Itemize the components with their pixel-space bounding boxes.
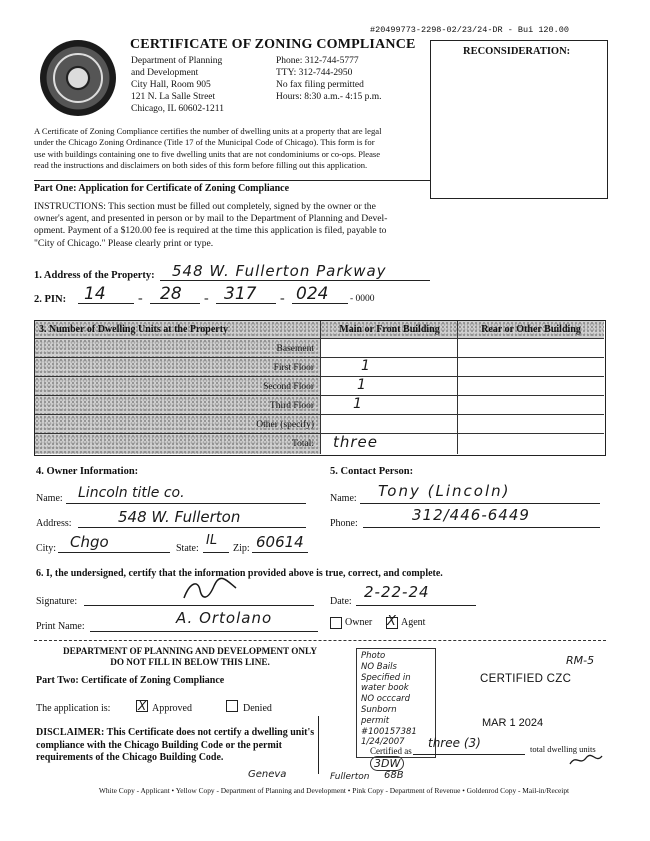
certified-as-label: Certified as bbox=[370, 746, 412, 756]
three-dw-note: 3DW bbox=[370, 756, 404, 771]
pin-suffix: - 0000 bbox=[350, 294, 375, 304]
row-label-first-floor: First Floor bbox=[273, 363, 314, 373]
geneva-note: Geneva bbox=[248, 769, 287, 780]
number-note: 68B bbox=[384, 770, 404, 781]
main-basement-cell[interactable] bbox=[321, 339, 458, 358]
pin-part-1: 14 bbox=[84, 284, 106, 304]
disclaimer: DISCLAIMER: This Certificate does not certify a dwelling unit's compliance with the Chicago Building Code or the permit requirements of the Chicago Building Code. bbox=[36, 727, 315, 763]
dept-only-notice: DEPARTMENT OF PLANNING AND DEVELOPMENT ONLY DO NOT FILL IN BELOW THIS LINE. bbox=[63, 646, 317, 667]
main-second-floor-value: 1 bbox=[357, 377, 366, 393]
fullerton-note: Fullerton bbox=[330, 772, 370, 782]
part-one-heading: Part One: Application for Certificate of Zoning Compliance bbox=[34, 183, 290, 194]
main-first-floor-cell[interactable] bbox=[321, 358, 458, 377]
row-label-second-floor: Second Floor bbox=[263, 382, 314, 392]
main-total-value: three bbox=[333, 433, 379, 451]
pin-separator: - bbox=[138, 291, 143, 306]
owner-checkbox[interactable] bbox=[330, 617, 342, 629]
reconsideration-label: RECONSIDERATION: bbox=[463, 46, 571, 57]
rear-other-cell[interactable] bbox=[458, 415, 604, 434]
fax-header: #20499773-2298-02/23/24-DR - Bui 120.00 bbox=[370, 25, 569, 35]
rear-third-floor-cell[interactable] bbox=[458, 396, 604, 415]
part-two-heading: Part Two: Certificate of Zoning Compliance bbox=[36, 675, 225, 686]
copy-distribution-footer: White Copy - Applicant • Yellow Copy - Department of Planning and Development • Pink Copy - Department of Revenue • Goldenrod Copy - Mail-in/Receipt bbox=[98, 786, 570, 795]
rear-total-cell[interactable] bbox=[458, 434, 604, 454]
pin-separator: - bbox=[204, 291, 209, 306]
instructions: INSTRUCTIONS: This section must be filled out completely, signed by the owner or the owner's agent, and presented in person or by mail to the Department of Planning and Devel- opment. Payment of a $120.00 fee is required at the time this application is filed, payable to "City of Chicago." Please clearly print or type. bbox=[34, 201, 388, 249]
approved-label: Approved bbox=[152, 703, 192, 714]
contact-name-label: Name: bbox=[330, 493, 357, 504]
initials-scribble bbox=[568, 752, 604, 768]
dwelling-units-table bbox=[34, 320, 606, 456]
owner-address-label: Address: bbox=[36, 518, 72, 529]
reconsideration-box bbox=[430, 40, 608, 199]
owner-state-label: State: bbox=[176, 543, 199, 554]
row-label-basement: Basement bbox=[276, 344, 314, 354]
handwritten-notes-box: Photo NO Bails Specified in water book NO occcard Sunborn permit #100157381 1/24/2007 bbox=[356, 648, 436, 758]
pin-label: 2. PIN: bbox=[34, 294, 67, 305]
signature-scribble bbox=[180, 576, 240, 604]
pin-part-4: 024 bbox=[296, 284, 329, 304]
agent-checkbox[interactable] bbox=[386, 614, 398, 629]
address-value: 548 W. Fullerton Parkway bbox=[172, 262, 387, 280]
main-first-floor-value: 1 bbox=[361, 358, 370, 374]
owner-checkbox-label: Owner bbox=[345, 617, 373, 628]
row-label-total: Total: bbox=[291, 439, 314, 449]
row-label-third-floor: Third Floor bbox=[269, 401, 314, 411]
col-rear-building: Rear or Other Building bbox=[481, 324, 581, 335]
address-label: 1. Address of the Property: bbox=[34, 270, 155, 281]
main-other-cell[interactable] bbox=[321, 415, 458, 434]
pin-separator: - bbox=[280, 291, 285, 306]
col-main-building: Main or Front Building bbox=[339, 324, 440, 335]
owner-name-value: Lincoln title co. bbox=[78, 485, 185, 501]
units-table-header: 3. Number of Dwelling Units at the Property bbox=[39, 324, 229, 335]
pin-part-2: 28 bbox=[160, 284, 182, 304]
print-name-value: A. Ortolano bbox=[176, 609, 273, 627]
section-divider bbox=[34, 640, 606, 641]
approved-checkbox[interactable] bbox=[136, 700, 148, 712]
contact-heading: 5. Contact Person: bbox=[330, 466, 414, 477]
city-seal-logo bbox=[40, 40, 116, 116]
agent-check-mark: X bbox=[387, 614, 396, 629]
contact-phone-value: 312/446-6449 bbox=[412, 506, 530, 524]
dept-address: Department of Planning and Development City Hall, Room 905 121 N. La Salle Street Chicago, IL 60602-1211 bbox=[131, 56, 224, 114]
contact-name-value: Tony (Lincoln) bbox=[378, 482, 511, 500]
owner-city-label: City: bbox=[36, 543, 57, 554]
handwritten-line bbox=[318, 716, 319, 774]
owner-city-value: Chgo bbox=[70, 533, 109, 551]
approved-check-mark: X bbox=[138, 699, 147, 713]
owner-heading: 4. Owner Information: bbox=[36, 466, 139, 477]
main-total-cell[interactable] bbox=[321, 434, 458, 454]
print-name-label: Print Name: bbox=[36, 621, 85, 632]
owner-state-value: IL bbox=[206, 533, 218, 548]
page-title: CERTIFICATE OF ZONING COMPLIANCE bbox=[130, 37, 416, 52]
certify-text: 6. I, the undersigned, certify that the information provided above is true, correct, and complete. bbox=[36, 568, 443, 579]
application-label: The application is: bbox=[36, 703, 111, 714]
rear-first-floor-cell[interactable] bbox=[458, 358, 604, 377]
owner-zip-value: 60614 bbox=[256, 533, 304, 551]
date-stamp: MAR 1 2024 bbox=[482, 717, 544, 729]
certified-as-value: three (3) bbox=[428, 736, 481, 750]
main-third-floor-value: 1 bbox=[353, 396, 362, 412]
total-units-label: total dwelling units bbox=[530, 744, 596, 754]
date-label: Date: bbox=[330, 596, 352, 607]
main-third-floor-cell[interactable] bbox=[321, 396, 458, 415]
owner-zip-label: Zip: bbox=[233, 543, 250, 554]
intro-paragraph: A Certificate of Zoning Compliance certifies the number of dwelling units at a property that are legal under the Chicago Zoning Ordinance (Title 17 of the Municipal Code of Chicago). This form is for use with buildings containing one to five dwelling units that are not condominiums or co-ops. Please read the instructions and disclaimers on both sides of this form before filling out this application. bbox=[34, 126, 382, 170]
rear-second-floor-cell[interactable] bbox=[458, 377, 604, 396]
signature-label: Signature: bbox=[36, 596, 78, 607]
pin-part-3: 317 bbox=[224, 284, 257, 304]
rm-code: RM-5 bbox=[566, 654, 595, 667]
row-label-other: Other (specify) bbox=[256, 420, 314, 430]
dept-contact: Phone: 312-744-5777 TTY: 312-744-2950 No fax filing permitted Hours: 8:30 a.m.- 4:15 p.m. bbox=[276, 56, 382, 102]
denied-label: Denied bbox=[243, 703, 272, 714]
certified-czc-stamp: CERTIFIED CZC bbox=[480, 673, 572, 685]
main-second-floor-cell[interactable] bbox=[321, 377, 458, 396]
date-value: 2-22-24 bbox=[364, 583, 430, 601]
contact-phone-label: Phone: bbox=[330, 518, 358, 529]
owner-name-label: Name: bbox=[36, 493, 63, 504]
owner-address-value: 548 W. Fullerton bbox=[118, 508, 241, 526]
agent-checkbox-label: Agent bbox=[401, 617, 426, 628]
rear-basement-cell[interactable] bbox=[458, 339, 604, 358]
denied-checkbox[interactable] bbox=[226, 700, 238, 712]
